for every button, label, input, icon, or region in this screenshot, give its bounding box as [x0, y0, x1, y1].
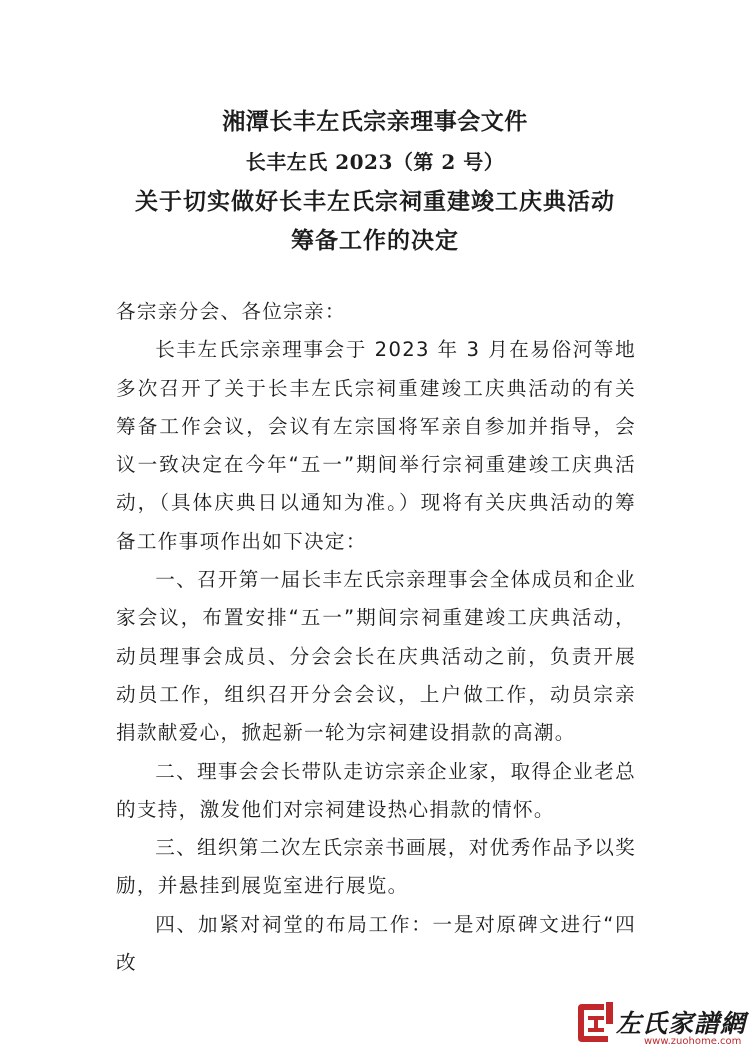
watermark-brand-text: 左氏家譜網 [616, 1009, 747, 1038]
salutation: 各宗亲分会、各位宗亲： [116, 300, 346, 323]
paragraph-item-2: 二、理事会会长带队走访宗亲企业家，取得企业老总的支持，激发他们对宗祠建设热心捐款的情怀。 [116, 759, 636, 821]
paragraph-item-4: 四、加紧对祠堂的布局工作：一是对原碑文进行“四改 [116, 912, 636, 975]
issuing-organization: 湘潭长丰左氏宗亲理事会文件 [222, 108, 528, 135]
paragraph-item-3: 三、组织第二次左氏宗亲书画展，对优秀作品予以奖励，并悬挂到展览室进行展览。 [116, 836, 636, 898]
site-watermark [574, 1000, 747, 1052]
document-body [116, 293, 636, 982]
paragraph-item-1: 一、召开第一届长丰左氏宗亲理事会全体成员和企业家会议，布置安排“五一”期间宗祠重建竣工庆典活动，动员理事会成员、分会会长在庆典活动之前，负责开展动员工作，组织召开分会会议，上户做工作，动员宗亲捐款献爱心，掀起新一轮为宗祠建设捐款的高潮。 [116, 568, 636, 745]
document-title-line-2: 筹备工作的决定 [291, 227, 459, 254]
document-number: 长丰左氏 2023（第 2 号） [245, 150, 505, 174]
watermark-url: www.zuohome.com [644, 1036, 742, 1047]
document-title-line-1: 关于切实做好长丰左氏宗祠重建竣工庆典活动 [135, 188, 615, 215]
paragraph-intro: 长丰左氏宗亲理事会于 2023 年 3 月在易俗河等地多次召开了关于长丰左氏宗祠重建竣工庆典活动的有关筹备工作会议，会议有左宗国将军亲自参加并指导，会议一致决定在今年“五一”期间举行宗祠重建竣工庆典活动，（具体庆典日以通知为准。）现将有关庆典活动的筹备工作事项作出如下决定： [116, 338, 636, 553]
zuo-logo-icon [574, 1000, 614, 1046]
